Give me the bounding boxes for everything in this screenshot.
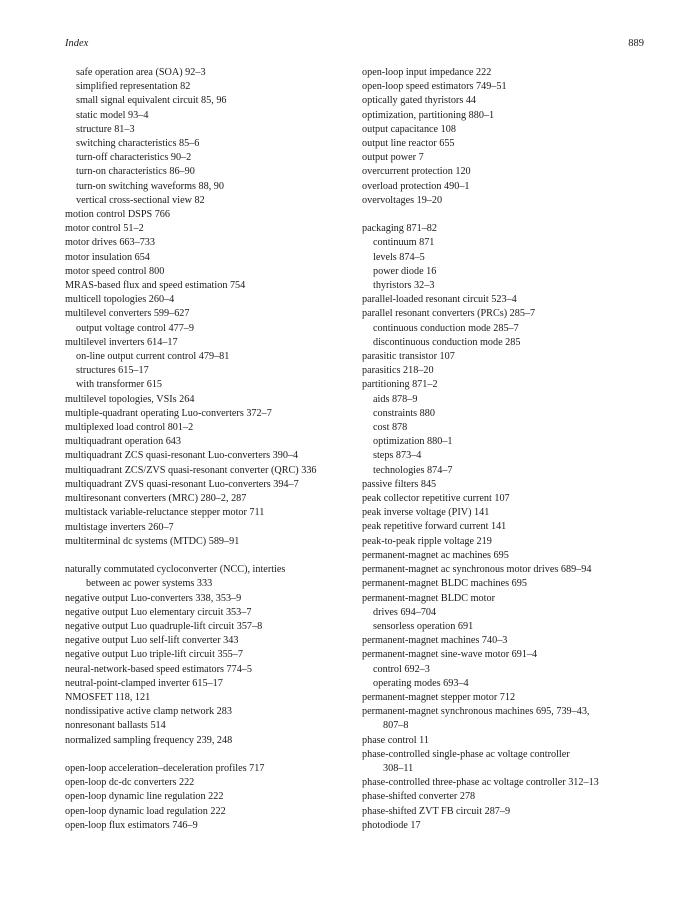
- index-entry: phase-shifted converter 278: [362, 791, 476, 803]
- index-subentry: thyristors 32–3: [373, 280, 435, 292]
- index-entry: motion control DSPS 766: [65, 209, 170, 221]
- index-entry: open-loop flux estimators 746–9: [65, 819, 198, 831]
- index-entry: negative output Luo elementary circuit 353–7: [65, 606, 252, 618]
- index-entry: permanent-magnet stepper motor 712: [362, 691, 516, 703]
- index-entry: negative output Luo self-lift converter 343: [65, 635, 239, 647]
- index-entry: phase-controlled three-phase ac voltage controller 312–13: [362, 777, 599, 789]
- index-subentry: turn-on switching waveforms 88, 90: [76, 180, 224, 192]
- index-subentry: structures 615–17: [76, 365, 149, 377]
- index-entry: overvoltages 19–20: [362, 194, 443, 206]
- index-entry: permanent-magnet BLDC motor: [362, 592, 495, 604]
- index-entry: photodiode 17: [362, 819, 421, 831]
- index-entry: MRAS-based flux and speed estimation 754: [65, 280, 246, 292]
- index-subentry: steps 873–4: [373, 450, 422, 462]
- index-entry: output power 7: [362, 152, 424, 164]
- index-subentry: vertical cross-sectional view 82: [76, 194, 205, 206]
- index-entry: open-loop dynamic load regulation 222: [65, 805, 226, 817]
- index-subentry: on-line output current control 479–81: [76, 351, 230, 363]
- index-entry: open-loop dc-dc converters 222: [65, 777, 195, 789]
- index-entry: peak collector repetitive current 107: [362, 493, 510, 505]
- index-entry: multiquadrant ZCS quasi-resonant Luo-converters 390–4: [65, 450, 299, 462]
- index-entry: negative output Luo triple-lift circuit 355–7: [65, 649, 243, 661]
- index-column-left: [65, 66, 355, 833]
- index-subentry: discontinuous conduction mode 285: [373, 336, 521, 348]
- index-subentry: control 692–3: [373, 663, 430, 675]
- section-gap: [65, 748, 355, 762]
- index-subentry: aids 878–9: [373, 393, 418, 405]
- index-subentry: turn-on characteristics 86–90: [76, 166, 195, 178]
- index-entry: multistage inverters 260–7: [65, 521, 174, 533]
- index-subentry: operating modes 693–4: [373, 677, 469, 689]
- index-entry: packaging 871–82: [362, 223, 437, 235]
- index-entry: parallel-loaded resonant circuit 523–4: [362, 294, 517, 306]
- index-entry: nonresonant ballasts 514: [65, 720, 166, 732]
- index-entry: neutral-point-clamped inverter 615–17: [65, 677, 223, 689]
- index-subentry: cost 878: [373, 422, 408, 434]
- index-entry: parasitics 218–20: [362, 365, 434, 377]
- index-entry: negative output Luo quadruple-lift circuit 357–8: [65, 620, 263, 632]
- index-entry: neural-network-based speed estimators 774–5: [65, 663, 252, 675]
- index-entry: optically gated thyristors 44: [362, 95, 477, 107]
- index-subentry: continuum 871: [373, 237, 435, 249]
- index-subentry: drives 694–704: [373, 606, 437, 618]
- index-entry: parasitic transistor 107: [362, 351, 455, 363]
- index-entry: nondissipative active clamp network 283: [65, 706, 232, 718]
- page-number: 889: [628, 38, 644, 49]
- section-gap: [65, 549, 355, 563]
- index-entry: multilevel topologies, VSIs 264: [65, 393, 195, 405]
- index-entry: multiresonant converters (MRC) 280–2, 287: [65, 493, 247, 505]
- index-entry: phase control 11: [362, 734, 429, 746]
- index-entry: NMOSFET 118, 121: [65, 691, 151, 703]
- index-subentry: switching characteristics 85–6: [76, 138, 200, 150]
- index-entry: overcurrent protection 120: [362, 166, 471, 178]
- index-entry: open-loop acceleration–deceleration profiles 717: [65, 762, 265, 774]
- index-entry: partitioning 871–2: [362, 379, 438, 391]
- index-entry: parallel resonant converters (PRCs) 285–7: [362, 308, 536, 320]
- index-subentry: safe operation area (SOA) 92–3: [76, 67, 206, 78]
- index-entry: open-loop dynamic line regulation 222: [65, 791, 224, 803]
- index-entry: multilevel inverters 614–17: [65, 336, 178, 348]
- index-entry: multiple-quadrant operating Luo-converters 372–7: [65, 407, 272, 419]
- index-entry: peak repetitive forward current 141: [362, 521, 507, 533]
- index-column-right: [362, 66, 662, 833]
- index-entry: multilevel converters 599–627: [65, 308, 190, 320]
- index-entry: motor insulation 654: [65, 251, 150, 263]
- index-entry: motor speed control 800: [65, 265, 165, 277]
- index-entry: motor control 51–2: [65, 223, 144, 235]
- index-entry: optimization, partitioning 880–1: [362, 109, 495, 121]
- index-entry: permanent-magnet BLDC machines 695: [362, 578, 527, 590]
- index-entry: overload protection 490–1: [362, 180, 470, 192]
- index-subentry: with transformer 615: [76, 379, 163, 391]
- index-entry: output line reactor 655: [362, 138, 455, 150]
- index-entry: permanent-magnet synchronous machines 695, 739–43,: [362, 706, 590, 718]
- index-subentry: small signal equivalent circuit 85, 96: [76, 95, 227, 107]
- index-entry: multiquadrant operation 643: [65, 436, 181, 448]
- index-subentry: continuous conduction mode 285–7: [373, 322, 519, 334]
- index-entry: multiquadrant ZCS/ZVS quasi-resonant converter (QRC) 336: [65, 464, 317, 476]
- index-subentry: sensorless operation 691: [373, 620, 474, 632]
- section-gap: [362, 208, 662, 222]
- index-entry: normalized sampling frequency 239, 248: [65, 734, 233, 746]
- index-entry: output capacitance 108: [362, 123, 456, 135]
- index-entry: multistack variable-reluctance stepper motor 711: [65, 507, 265, 519]
- index-entry-continuation: 308–11: [383, 762, 414, 774]
- index-subentry: simplified representation 82: [76, 81, 191, 93]
- index-subentry: turn-off characteristics 90–2: [76, 152, 192, 164]
- index-entry: passive filters 845: [362, 478, 437, 490]
- index-entry: negative output Luo-converters 338, 353–9: [65, 592, 242, 604]
- index-entry-continuation: 807–8: [383, 720, 409, 732]
- index-entry: permanent-magnet ac synchronous motor drives 689–94: [362, 564, 592, 576]
- index-entry: peak inverse voltage (PIV) 141: [362, 507, 490, 519]
- index-entry: naturally commutated cycloconverter (NCC), interties: [65, 564, 286, 576]
- index-entry: peak-to-peak ripple voltage 219: [362, 535, 492, 547]
- index-entry: phase-shifted ZVT FB circuit 287–9: [362, 805, 511, 817]
- index-subentry: constraints 880: [373, 407, 435, 419]
- index-entry: open-loop input impedance 222: [362, 67, 492, 78]
- index-entry: permanent-magnet sine-wave motor 691–4: [362, 649, 538, 661]
- index-subentry: output voltage control 477–9: [76, 322, 194, 334]
- index-entry: phase-controlled single-phase ac voltage controller: [362, 748, 570, 760]
- index-subentry: structure 81–3: [76, 123, 135, 135]
- index-subentry: technologies 874–7: [373, 464, 453, 476]
- index-entry: multiterminal dc systems (MTDC) 589–91: [65, 535, 240, 547]
- index-entry: open-loop speed estimators 749–51: [362, 81, 507, 93]
- index-subentry: static model 93–4: [76, 109, 149, 121]
- index-entry: multicell topologies 260–4: [65, 294, 175, 306]
- running-header-title: Index: [65, 38, 89, 49]
- index-subentry: levels 874–5: [373, 251, 425, 263]
- index-subentry: optimization 880–1: [373, 436, 453, 448]
- index-entry: multiplexed load control 801–2: [65, 422, 194, 434]
- index-entry: motor drives 663–733: [65, 237, 155, 249]
- index-entry: permanent-magnet ac machines 695: [362, 549, 509, 561]
- index-subentry: power diode 16: [373, 265, 437, 277]
- index-entry-continuation: between ac power systems 333: [86, 578, 213, 590]
- index-entry: permanent-magnet machines 740–3: [362, 635, 508, 647]
- index-entry: multiquadrant ZVS quasi-resonant Luo-converters 394–7: [65, 478, 299, 490]
